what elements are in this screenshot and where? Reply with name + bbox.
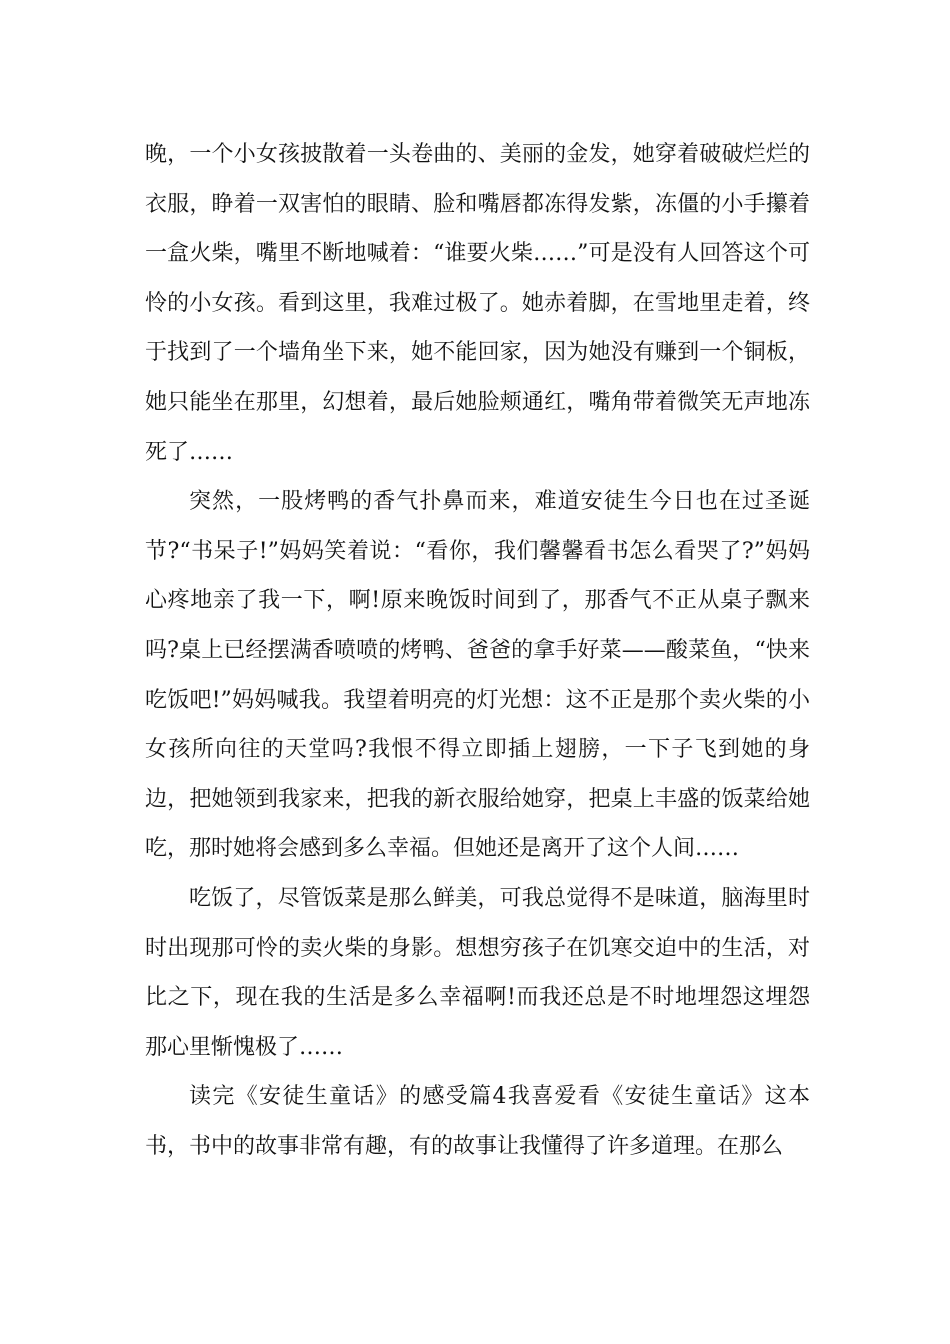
- paragraph-3: 吃饭了，尽管饭菜是那么鲜美，可我总觉得不是味道，脑海里时时出现那可怜的卖火柴的身影。想想穷孩子在饥寒交迫中的生活，对比之下，现在我的生活是多么幸福啊!而我还总是不时地埋怨这埋怨那心里惭愧极了……: [145, 885, 810, 1060]
- document-page: [145, 130, 810, 1171]
- paragraph-4: 读完《安徒生童话》的感受篇4我喜爱看《安徒生童话》这本书，书中的故事非常有趣，有的故事让我懂得了许多道理。在那么: [145, 1084, 810, 1159]
- paragraph-2: 突然，一股烤鸭的香气扑鼻而来，难道安徒生今日也在过圣诞节?“书呆子!”妈妈笑着说：“看你，我们馨馨看书怎么看哭了?”妈妈心疼地亲了我一下，啊!原来晚饭时间到了，那香气不正从桌子飘来吗?桌上已经摆满香喷喷的烤鸭、爸爸的拿手好菜——酸菜鱼，“快来吃饭吧!”妈妈喊我。我望着明亮的灯光想：这不正是那个卖火柴的小女孩所向往的天堂吗?我恨不得立即插上翅膀，一下子飞到她的身边，把她领到我家来，把我的新衣服给她穿，把桌上丰盛的饭菜给她吃，那时她将会感到多么幸福。但她还是离开了这个人间……: [145, 489, 810, 862]
- paragraph-1: 晚，一个小女孩披散着一头卷曲的、美丽的金发，她穿着破破烂烂的衣服，睁着一双害怕的眼睛、脸和嘴唇都冻得发紫，冻僵的小手攥着一盒火柴，嘴里不断地喊着：“谁要火柴……”可是没有人回答这个可怜的小女孩。看到这里，我难过极了。她赤着脚，在雪地里走着，终于找到了一个墙角坐下来，她不能回家，因为她没有赚到一个铜板，她只能坐在那里，幻想着，最后她脸颊通红，嘴角带着微笑无声地冻死了……: [145, 142, 810, 465]
